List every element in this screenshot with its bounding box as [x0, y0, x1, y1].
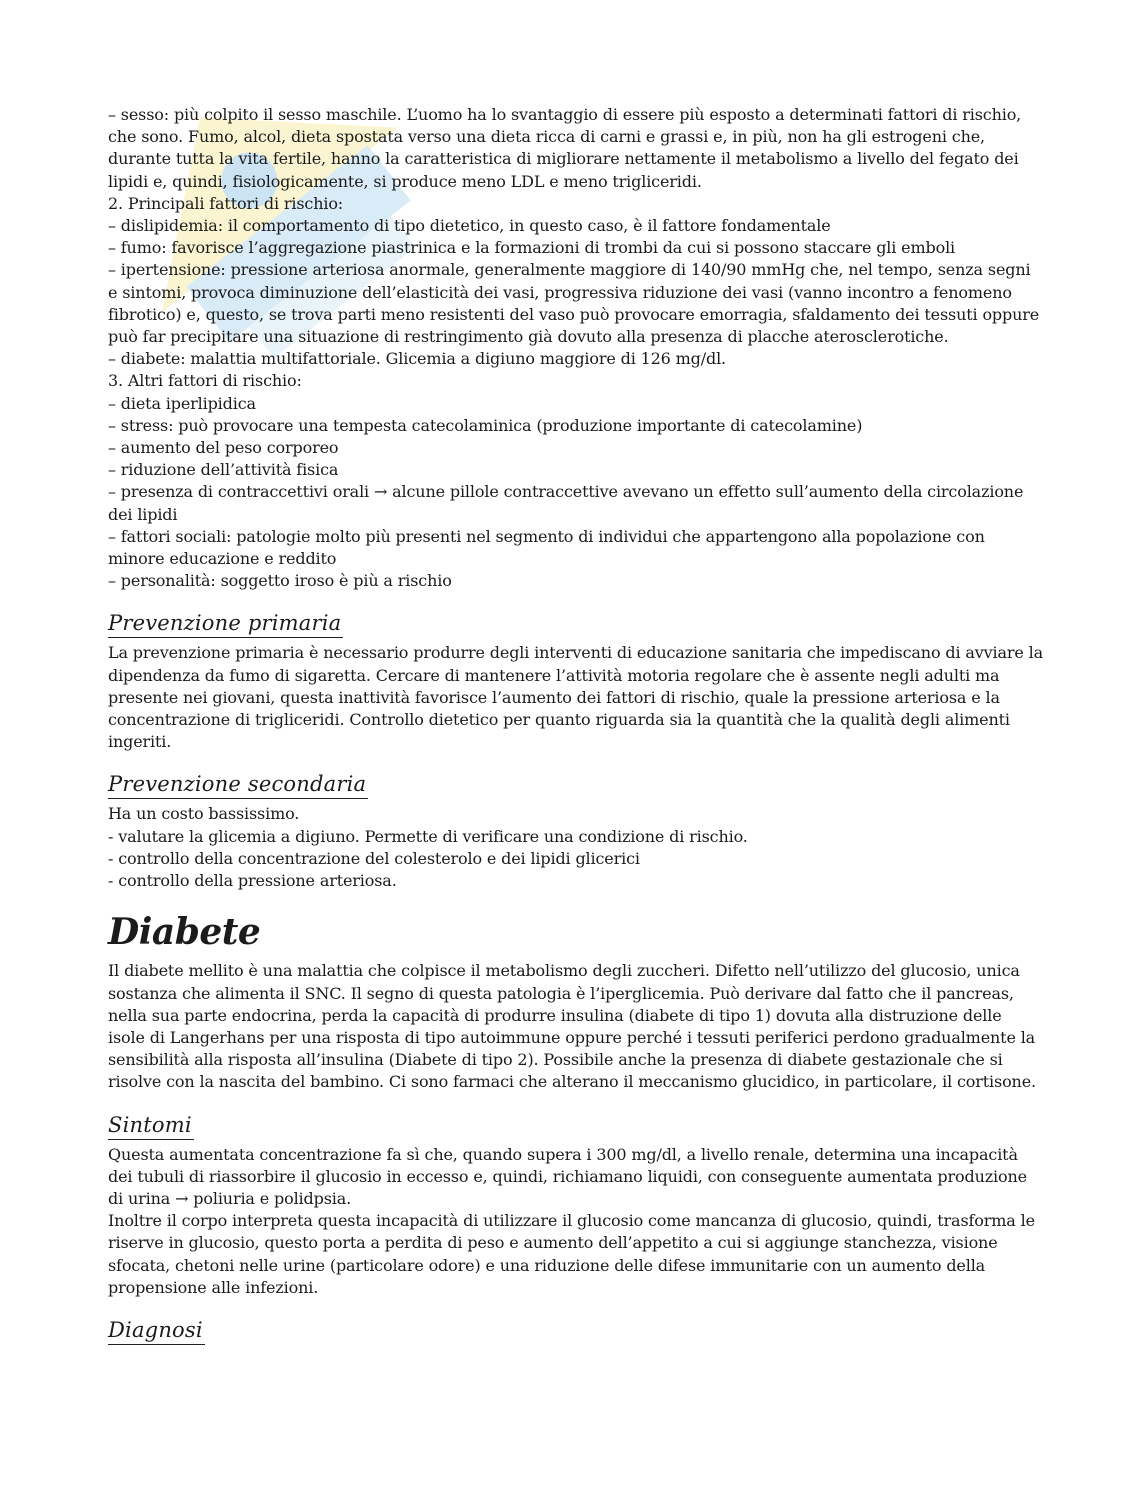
list-item: - controllo della concentrazione del colesterolo e dei lipidi glicerici — [108, 848, 640, 868]
heading-prevenzione-secondaria: Prevenzione secondaria — [108, 771, 368, 799]
paragraph-sintomi-2: Inoltre il corpo interpreta questa incapacità di utilizzare il glucosio come mancanza di glucosio, quindi, trasforma le riserve in glucosio, questo porta a perdita di peso e aumento dell’appetito a cui si aggiunge stanchezza, visione sfocata, chetoni nelle urine (particolare odore) e una riduzione delle difese immunitarie con un aumento della propensione alle infezioni. — [108, 1211, 1040, 1297]
heading-sintomi: Sintomi — [108, 1112, 194, 1140]
intro-section — [108, 104, 1043, 592]
list-item: – ipertensione: pressione arteriosa anormale, generalmente maggiore di 140/90 mmHg che, nel tempo, senza segni e sintomi, provoca diminuzione dell’elasticità dei vasi, progressiva riduzione dei vasi (vanno incontro a fenomeno fibrotico) e, questo, se trova parti meno resistenti del vaso può provocare emorragia, sfaldamento dei tessuti oppure può far precipitare una situazione di restringimento già dovuto alla presenza di placche aterosclerotiche. — [108, 260, 1045, 347]
list-item: – dieta iperlipidica — [108, 393, 256, 413]
heading-prevenzione-primaria: Prevenzione primaria — [108, 610, 343, 638]
list-item: – diabete: malattia multifattoriale. Glicemia a digiuno maggiore di 126 mg/dl. — [108, 349, 726, 369]
list-item: – aumento del peso corporeo — [108, 438, 339, 458]
list-item: Ha un costo bassissimo. — [108, 804, 300, 824]
diagnosi-section — [108, 1299, 1043, 1349]
list-item: – dislipidemia: il comportamento di tipo dietetico, in questo caso, è il fattore fondamentale — [108, 216, 831, 236]
prevenzione-secondaria-section — [108, 753, 1043, 892]
list-item: – riduzione dell’attività fisica — [108, 460, 339, 480]
list-item: – personalità: soggetto iroso è più a rischio — [108, 571, 452, 591]
list-item: – stress: può provocare una tempesta catecolaminica (produzione importante di catecolamine) — [108, 415, 863, 435]
paragraph-diabete: Il diabete mellito è una malattia che colpisce il metabolismo degli zuccheri. Difetto nell’utilizzo del glucosio, unica sostanza che alimenta il SNC. Il segno di questa patologia è l’iperglicemia. Può derivare dal fatto che il pancreas, nella sua parte endocrina, perda la capacità di produrre insulina (diabete di tipo 1) dovuta alla distruzione delle isole di Langerhans per una risposta di tipo autoimmune oppure perché i tessuti periferici perdono gradualmente la sensibilità alla risposta all’insulina (Diabete di tipo 2). Possibile anche la presenza di diabete gestazionale che si risolve con la nascita del bambino. Ci sono farmaci che alterano il meccanismo glucidico, in particolare, il cortisone. — [108, 961, 1041, 1092]
paragraph-sesso: – sesso: più colpito il sesso maschile. L’uomo ha lo svantaggio di essere più esposto a determinati fattori di rischio, che sono. Fumo, alcol, dieta spostata verso una dieta ricca di carni e grassi e, in più, non ha gli estrogeni che, durante tutta la vita fertile, hanno la caratteristica di migliorare nettamente il metabolismo a livello del fegato dei lipidi e, quindi, fisiologicamente, si produce meno LDL e meno trigliceridi. — [108, 105, 1027, 191]
paragraph-prevenzione-primaria: La prevenzione primaria è necessario produrre degli interventi di educazione sanitaria che impediscano di avviare la dipendenza da fumo di sigaretta. Cercare di mantenere l’attività motoria regolare che è assente negli adulti ma presente nei giovani, questa inattività favorisce l’aumento dei fattori di rischio, quale la pressione arteriosa e la concentrazione di trigliceridi. Controllo dietetico per quanto riguarda sia la quantità che la qualità degli alimenti ingeriti. — [108, 643, 1048, 752]
sintomi-section — [108, 1094, 1043, 1299]
list-item: – fattori sociali: patologie molto più presenti nel segmento di individui che appartengono alla popolazione con minore educazione e reddito — [108, 526, 990, 569]
list-item: – presenza di contraccettivi orali → alcune pillole contraccettive avevano un effetto sull’aumento della circolazione dei lipidi — [108, 482, 1029, 524]
document-page — [108, 104, 1048, 1349]
list-heading-altri: 3. Altri fattori di rischio: — [108, 371, 302, 391]
heading-diabete: Diabete — [108, 911, 261, 954]
prevenzione-primaria-section — [108, 592, 1048, 753]
paragraph-sintomi-1: Questa aumentata concentrazione fa sì che, quando supera i 300 mg/dl, a livello renale, determina una incapacità dei tubuli di riassorbire il glucosio in eccesso e, quindi, richiamano liquidi, con conseguente aumentata produzione di urina → poliuria e polidpsia. — [108, 1144, 1032, 1208]
list-heading-principali: 2. Principali fattori di rischio: — [108, 193, 344, 213]
list-item: - valutare la glicemia a digiuno. Permette di verificare una condizione di rischio. — [108, 826, 748, 846]
diabete-section — [108, 910, 1043, 1093]
list-item: – fumo: favorisce l’aggregazione piastrinica e la formazioni di trombi da cui si possono staccare gli emboli — [108, 238, 956, 258]
heading-diagnosi: Diagnosi — [108, 1317, 205, 1345]
list-item: - controllo della pressione arteriosa. — [108, 871, 397, 891]
